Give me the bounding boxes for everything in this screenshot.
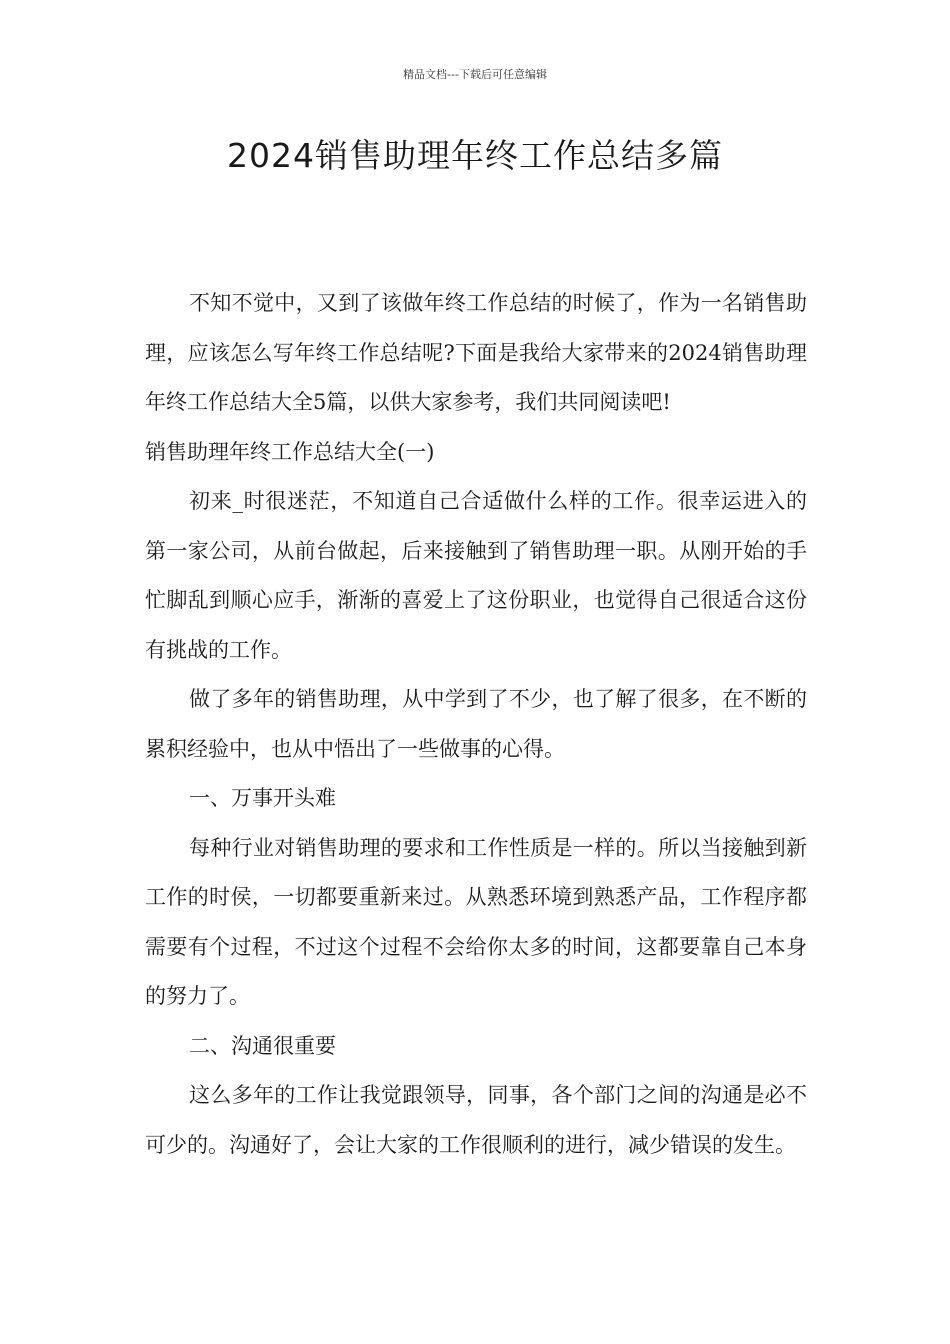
body-paragraph: 每种行业对销售助理的要求和工作性质是一样的。所以当接触到新工作的时侯，一切都要重新来过。从熟悉环境到熟悉产品，工作程序都需要有个过程，不过这个过程不会给你太多的时间，这都要靠自己本身的努力了。 [145,835,807,1008]
document-body [145,279,807,1170]
document-title: 2024销售助理年终工作总结多篇 [227,136,723,175]
section-heading: 销售助理年终工作总结大全(一) [145,439,435,464]
header-note: 精品文档---下载后可任意编辑 [403,68,547,81]
intro-paragraph: 不知不觉中，又到了该做年终工作总结的时候了，作为一名销售助理，应该怎么写年终工作总结呢?下面是我给大家带来的2024销售助理年终工作总结大全5篇，以供大家参考，我们共同阅读吧! [145,291,807,414]
body-paragraph: 初来_时很迷茫，不知道自己合适做什么样的工作。很幸运进入的第一家公司，从前台做起，后来接触到了销售助理一职。从刚开始的手忙脚乱到顺心应手，渐渐的喜爱上了这份职业，也觉得自己很适合这份有挑战的工作。 [145,489,807,662]
body-paragraph: 做了多年的销售助理，从中学到了不少，也了解了很多，在不断的累积经验中，也从中悟出了一些做事的心得。 [145,687,807,761]
subheading: 一、万事开头难 [189,786,336,810]
body-paragraph: 这么多年的工作让我觉跟领导，同事，各个部门之间的沟通是必不可少的。沟通好了，会让大家的工作很顺利的进行，减少错误的发生。 [145,1083,807,1157]
subheading: 二、沟通很重要 [189,1033,336,1058]
